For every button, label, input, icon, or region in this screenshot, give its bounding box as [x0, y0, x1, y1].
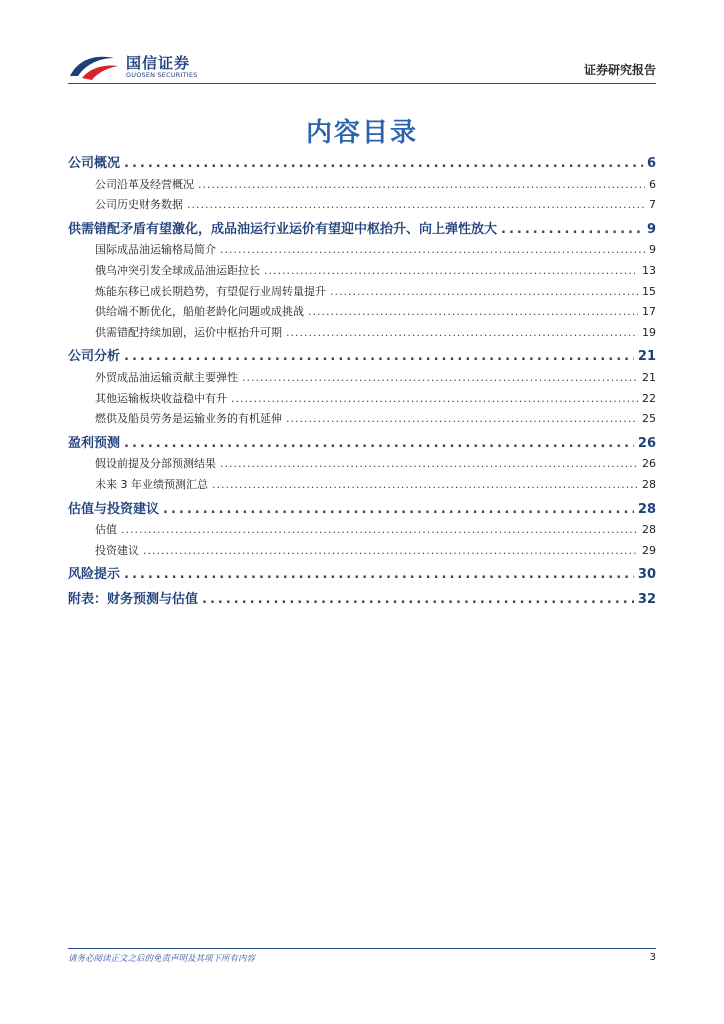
- toc-section-entry[interactable]: [68, 433, 656, 455]
- toc-subsection-entry[interactable]: [68, 195, 656, 216]
- toc-entry-title: 公司概况: [68, 156, 121, 171]
- report-type-label: 证券研究报告: [583, 63, 656, 77]
- toc-dot-leader: [231, 389, 638, 410]
- toc-subsection-entry[interactable]: [68, 282, 656, 303]
- toc-dot-leader: [124, 433, 634, 455]
- toc-dot-leader: [286, 323, 638, 344]
- toc-entry-page: 6: [649, 177, 656, 191]
- toc-entry-title: 供给端不断优化，船舶老龄化问题或成挑战: [95, 305, 304, 319]
- toc-entry-page: 17: [642, 305, 656, 319]
- toc-dot-leader: [121, 520, 638, 541]
- toc-section-entry[interactable]: [68, 219, 656, 241]
- logo-text-cn: 国信证券: [126, 54, 191, 72]
- toc-entry-page: 29: [642, 543, 656, 557]
- toc-entry-title: 俄乌冲突引发全球成品油运距拉长: [95, 263, 260, 277]
- toc-entry-page: 9: [646, 221, 656, 237]
- toc-entry-page: 15: [642, 284, 656, 298]
- toc-entry-page: 22: [642, 391, 656, 405]
- toc-entry-title: 国际成品油运输格局简介: [95, 243, 216, 257]
- toc-entry-title: 附表：财务预测与估值: [68, 591, 199, 607]
- toc-dot-leader: [220, 240, 645, 261]
- toc-entry-page: 9: [649, 243, 656, 257]
- toc-entry-page: 28: [637, 501, 656, 517]
- toc-entry-title: 公司分析: [68, 349, 121, 365]
- toc-entry-title: 供需错配矛盾有望激化，成品油运行业运价有望迎中枢抬升、向上弹性放大: [68, 221, 498, 237]
- toc-entry-title: 假设前提及分部预测结果: [95, 457, 216, 471]
- toc-entry-title: 公司历史财务数据: [95, 198, 183, 212]
- toc-dot-leader: [330, 282, 638, 303]
- toc-dot-leader: [286, 409, 638, 430]
- guosen-logo-mark-icon: [68, 52, 120, 82]
- toc-entry-page: 13: [642, 263, 656, 277]
- footer-divider: [68, 948, 656, 949]
- toc-entry-title: 供需错配持续加剧，运价中枢抬升可期: [95, 325, 282, 339]
- toc-subsection-entry[interactable]: [68, 389, 656, 410]
- toc-entry-title: 其他运输板块收益稳中有升: [95, 391, 227, 405]
- toc-entry-page: 30: [637, 567, 656, 583]
- toc-entry-title: 未来 3 年业绩预测汇总: [95, 477, 208, 491]
- toc-dot-leader: [212, 475, 638, 496]
- toc-entry-title: 盈利预测: [68, 435, 121, 451]
- toc-section-entry[interactable]: [68, 589, 656, 611]
- page-header: [68, 50, 656, 84]
- toc-entry-page: 19: [642, 325, 656, 339]
- toc-entry-page: 21: [637, 349, 656, 365]
- toc-dot-leader: [124, 564, 634, 586]
- toc-dot-leader: [264, 261, 638, 282]
- toc-subsection-entry[interactable]: [68, 409, 656, 430]
- toc-subsection-entry[interactable]: [68, 368, 656, 389]
- toc-subsection-entry[interactable]: [68, 175, 656, 196]
- toc-title: 内容目录: [305, 118, 418, 148]
- toc-entry-page: 28: [642, 523, 656, 537]
- toc-dot-leader: [187, 195, 645, 216]
- footer-disclaimer: 请务必阅读正文之后的免责声明及其项下所有内容: [68, 954, 256, 964]
- header-divider: [68, 83, 656, 84]
- toc-dot-leader: [198, 175, 645, 196]
- toc-subsection-entry[interactable]: [68, 520, 656, 541]
- toc-dot-leader: [143, 541, 638, 562]
- toc-entry-page: 6: [646, 156, 656, 171]
- toc-section-entry[interactable]: [68, 564, 656, 586]
- toc-entry-page: 26: [637, 435, 656, 451]
- logo-text-en: GUOSEN SECURITIES: [126, 71, 198, 79]
- toc-entry-page: 26: [642, 457, 656, 471]
- toc-subsection-entry[interactable]: [68, 454, 656, 475]
- toc-subsection-entry[interactable]: [68, 261, 656, 282]
- toc-dot-leader: [124, 153, 643, 175]
- toc-entry-title: 燃供及船员劳务是运输业务的有机延伸: [95, 412, 282, 426]
- table-of-contents: [68, 150, 656, 610]
- toc-dot-leader: [202, 589, 634, 611]
- toc-section-entry[interactable]: [68, 499, 656, 521]
- toc-subsection-entry[interactable]: [68, 323, 656, 344]
- toc-entry-title: 估值与投资建议: [68, 501, 160, 517]
- toc-entry-title: 风险提示: [68, 567, 121, 583]
- toc-dot-leader: [501, 219, 643, 241]
- toc-entry-page: 32: [637, 591, 656, 607]
- toc-entry-title: 估值: [95, 523, 117, 537]
- toc-dot-leader: [242, 368, 638, 389]
- toc-entry-title: 公司沿革及经营概况: [95, 177, 194, 191]
- toc-subsection-entry[interactable]: [68, 475, 656, 496]
- toc-entry-page: 7: [649, 198, 656, 212]
- toc-dot-leader: [220, 454, 638, 475]
- toc-entry-title: 外贸成品油运输贡献主要弹性: [95, 370, 238, 384]
- toc-section-entry[interactable]: [68, 153, 656, 175]
- toc-section-entry[interactable]: [68, 346, 656, 368]
- guosen-logo: [68, 50, 228, 84]
- toc-entry-page: 28: [642, 477, 656, 491]
- toc-dot-leader: [308, 302, 638, 323]
- toc-entry-title: 投资建议: [95, 543, 139, 557]
- toc-entry-page: 25: [642, 412, 656, 426]
- toc-entry-title: 炼能东移已成长期趋势，有望促行业周转量提升: [95, 284, 326, 298]
- toc-subsection-entry[interactable]: [68, 302, 656, 323]
- toc-dot-leader: [124, 346, 634, 368]
- toc-subsection-entry[interactable]: [68, 240, 656, 261]
- toc-subsection-entry[interactable]: [68, 541, 656, 562]
- toc-dot-leader: [163, 499, 634, 521]
- toc-entry-page: 21: [642, 370, 656, 384]
- page-number: 3: [649, 952, 656, 963]
